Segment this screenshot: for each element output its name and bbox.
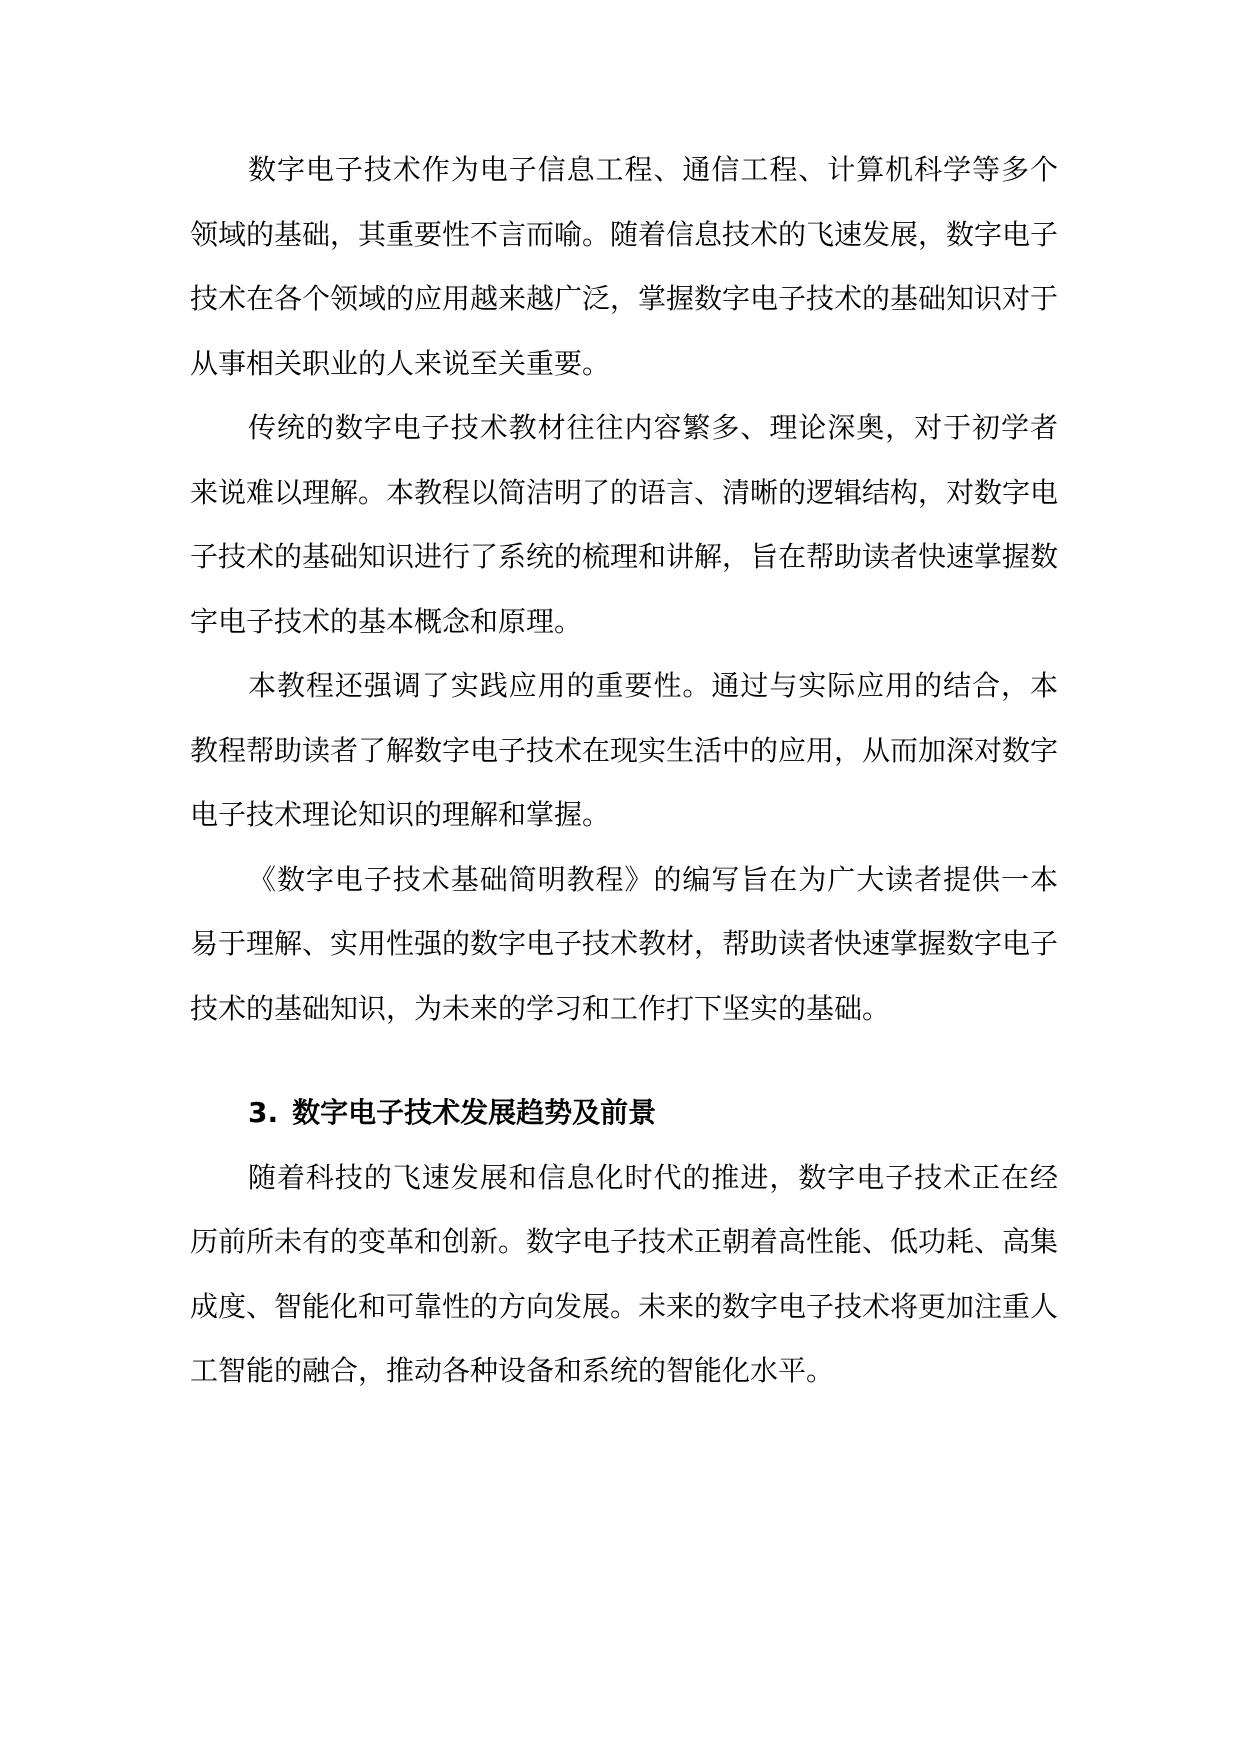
section-heading (190, 1081, 1058, 1146)
section-number: 3. (248, 1096, 279, 1129)
paragraph-trends: 随着科技的飞速发展和信息化时代的推进，数字电子技术正在经历前所未有的变革和创新。数字电子技术正朝着高性能、低功耗、高集成度、智能化和可靠性的方向发展。未来的数字电子技术将更加注重人工智能的融合，推动各种设备和系统的智能化水平。 (190, 1160, 1059, 1387)
section-title: 数字电子技术发展趋势及前景 (292, 1096, 657, 1129)
paragraph-book-purpose: 《数字电子技术基础简明教程》的编写旨在为广大读者提供一本易于理解、实用性强的数字电子技术教材，帮助读者快速掌握数字电子技术的基础知识，为未来的学习和工作打下坚实的基础。 (190, 862, 1059, 1025)
document-body (190, 138, 1058, 1404)
paragraph-traditional-textbooks: 传统的数字电子技术教材往往内容繁多、理论深奥，对于初学者来说难以理解。本教程以简洁明了的语言、清晰的逻辑结构，对数字电子技术的基础知识进行了系统的梳理和讲解，旨在帮助读者快速掌握数字电子技术的基本概念和原理。 (190, 411, 1059, 638)
paragraph-practice-emphasis: 本教程还强调了实践应用的重要性。通过与实际应用的结合，本教程帮助读者了解数字电子技术在现实生活中的应用，从而加深对数字电子技术理论知识的理解和掌握。 (190, 669, 1059, 831)
paragraph-importance: 数字电子技术作为电子信息工程、通信工程、计算机科学等多个领域的基础，其重要性不言而喻。随着信息技术的飞速发展，数字电子技术在各个领域的应用越来越广泛，掌握数字电子技术的基础知识对于从事相关职业的人来说至关重要。 (190, 153, 1059, 380)
